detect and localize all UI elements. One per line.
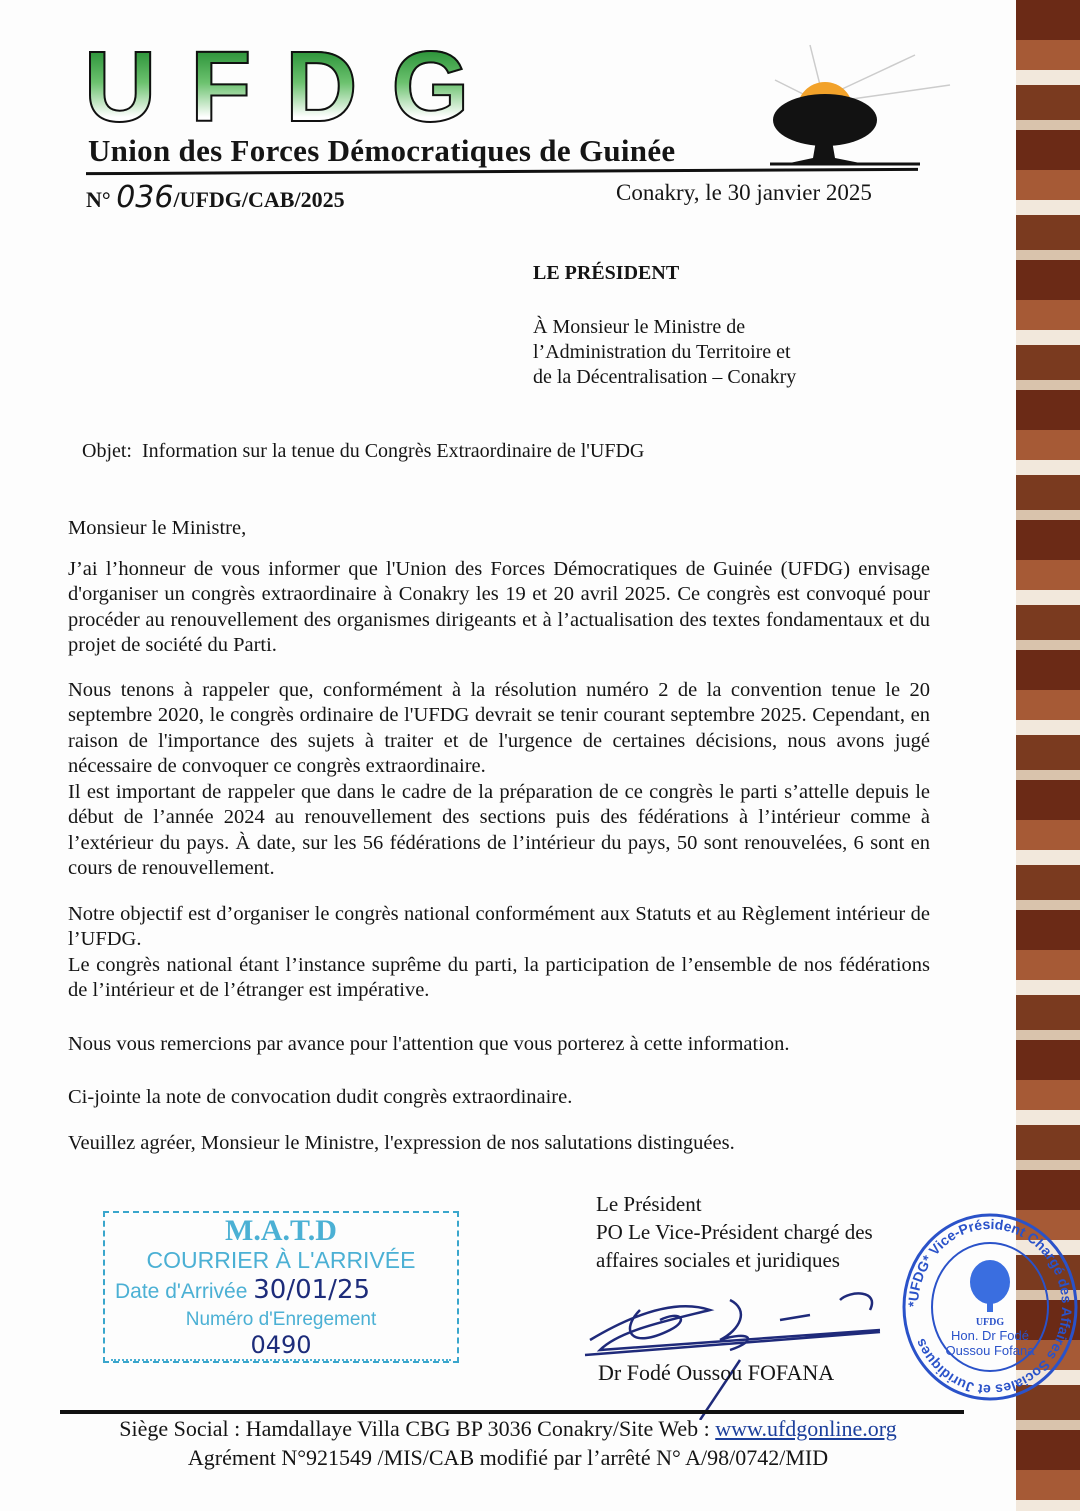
- ufdg-logo: UFDG: [84, 31, 504, 143]
- header-rule: [86, 168, 918, 175]
- seal-center-line: Hon. Dr Fodé: [950, 1328, 1030, 1343]
- reference-number: [86, 180, 345, 215]
- footer-address: [0, 1416, 1016, 1442]
- stamp-subtitle: COURRIER À L'ARRIVÉE: [146, 1247, 416, 1273]
- recipient-address: [533, 315, 796, 390]
- letter-body: [68, 516, 930, 1156]
- stamp-number-label: Numéro d'Enregement: [185, 1309, 377, 1330]
- recipient-line: À Monsieur le Ministre de: [533, 316, 746, 338]
- paragraph: Il est important de rappeler que dans le cadre de la préparation de ce congrès le parti s’attelle depuis le début de l’année 2024 au renouvellement des sections puis des fédérations à l’intérieur comme à l’extérieur du pays. À date, sur les 56 fédérations de l’intérieur du pays, 50 sont renouvelées, 6 sont en cours de renouvellement.: [68, 780, 930, 879]
- subject-text: Information sur la tenue du Congrès Extraordinaire de l'UFDG: [142, 440, 645, 462]
- website-link[interactable]: www.ufdgonline.org: [715, 1416, 897, 1441]
- signature-block: [596, 1190, 873, 1274]
- paragraph: Le congrès national étant l’instance suprême du parti, la participation de l’ensemble de nos fédérations de l’intérieur et de l’étranger est impérative.: [68, 953, 930, 1001]
- seal-center-line: Oussou Fofana: [945, 1343, 1035, 1358]
- subject-label: Objet:: [82, 440, 132, 462]
- handwritten-signature: [580, 1270, 900, 1420]
- footer-registration: Agrément N°921549 /MIS/CAB modifié par l’arrêté N° A/98/0742/MID: [187, 1445, 829, 1470]
- ref-handwritten-number: 036: [116, 180, 174, 215]
- stamp-date-value: 30/01/25: [253, 1275, 371, 1305]
- signature-title: PO Le Vice-Président chargé des: [596, 1220, 873, 1244]
- signature-title: affaires sociales et juridiques: [596, 1248, 840, 1272]
- paragraph: Veuillez agréer, Monsieur le Ministre, l'expression de nos salutations distinguées.: [68, 1131, 735, 1154]
- tree-sun-emblem: [765, 40, 965, 170]
- signature-title: Le Président: [596, 1192, 702, 1216]
- seal-center-top: UFDG: [975, 1317, 1005, 1328]
- ufdg-official-seal: [900, 1212, 1080, 1402]
- place-date: Conakry, le 30 janvier 2025: [616, 180, 872, 205]
- stamp-number-value: 0490: [111, 1331, 451, 1361]
- subject-line: [82, 440, 644, 463]
- organization-name: Union des Forces Démocratiques de Guinée: [88, 133, 676, 168]
- stamp-date-label: Date d'Arrivée: [115, 1280, 248, 1303]
- recipient-line: l’Administration du Territoire et: [533, 341, 791, 363]
- paragraph: Nous tenons à rappeler que, conformément à la résolution numéro 2 de la convention tenue le 20 septembre 2020, le congrès ordinaire de l'UFDG devrait se tenir courant septembre 2025. Cependant, en raison de l'importance des sujets à traiter et de l'urgence de certaines décisions, nous avons jugé nécessaire de convoquer ce congrès extraordinaire.: [68, 678, 930, 777]
- paragraph: Notre objectif est d’organiser le congrès national conformément aux Statuts et au Règlement intérieur de l’UFDG.: [68, 902, 930, 950]
- matd-reception-stamp: [103, 1211, 459, 1363]
- seal-ring-text: *UFDG* Vice-Président Chargé des Affaires Sociales et Juridiques: [904, 1215, 1076, 1399]
- paragraph: Nous vous remercions par avance pour l'attention que vous porterez à cette information.: [68, 1032, 790, 1055]
- paragraph: Ci-jointe la note de convocation dudit congrès extraordinaire.: [68, 1086, 573, 1108]
- salutation: Monsieur le Ministre,: [68, 517, 247, 539]
- sender: LE PRÉSIDENT: [533, 262, 680, 284]
- footer-rule: [60, 1410, 964, 1414]
- ref-suffix: /UFDG/CAB/2025: [173, 187, 345, 212]
- footer-address-text: Siège Social : Hamdallaye Villa CBG BP 3036 Conakry/Site Web :: [119, 1416, 710, 1441]
- recipient-line: de la Décentralisation – Conakry: [533, 366, 797, 388]
- ref-prefix: N°: [86, 187, 111, 212]
- signatory-name: Dr Fodé Oussou FOFANA: [598, 1360, 835, 1385]
- stamp-title: M.A.T.D: [225, 1214, 337, 1247]
- paragraph: J’ai l’honneur de vous informer que l'Union des Forces Démocratiques de Guinée (UFDG) envisage d'organiser un congrès extraordinaire à Conakry les 19 et 20 avril 2025. Ce congrès est convoqué pour procéder au renouvellement des organismes dirigeants et à l’actualisation des textes fondamentaux et du projet de société du Parti.: [68, 557, 930, 656]
